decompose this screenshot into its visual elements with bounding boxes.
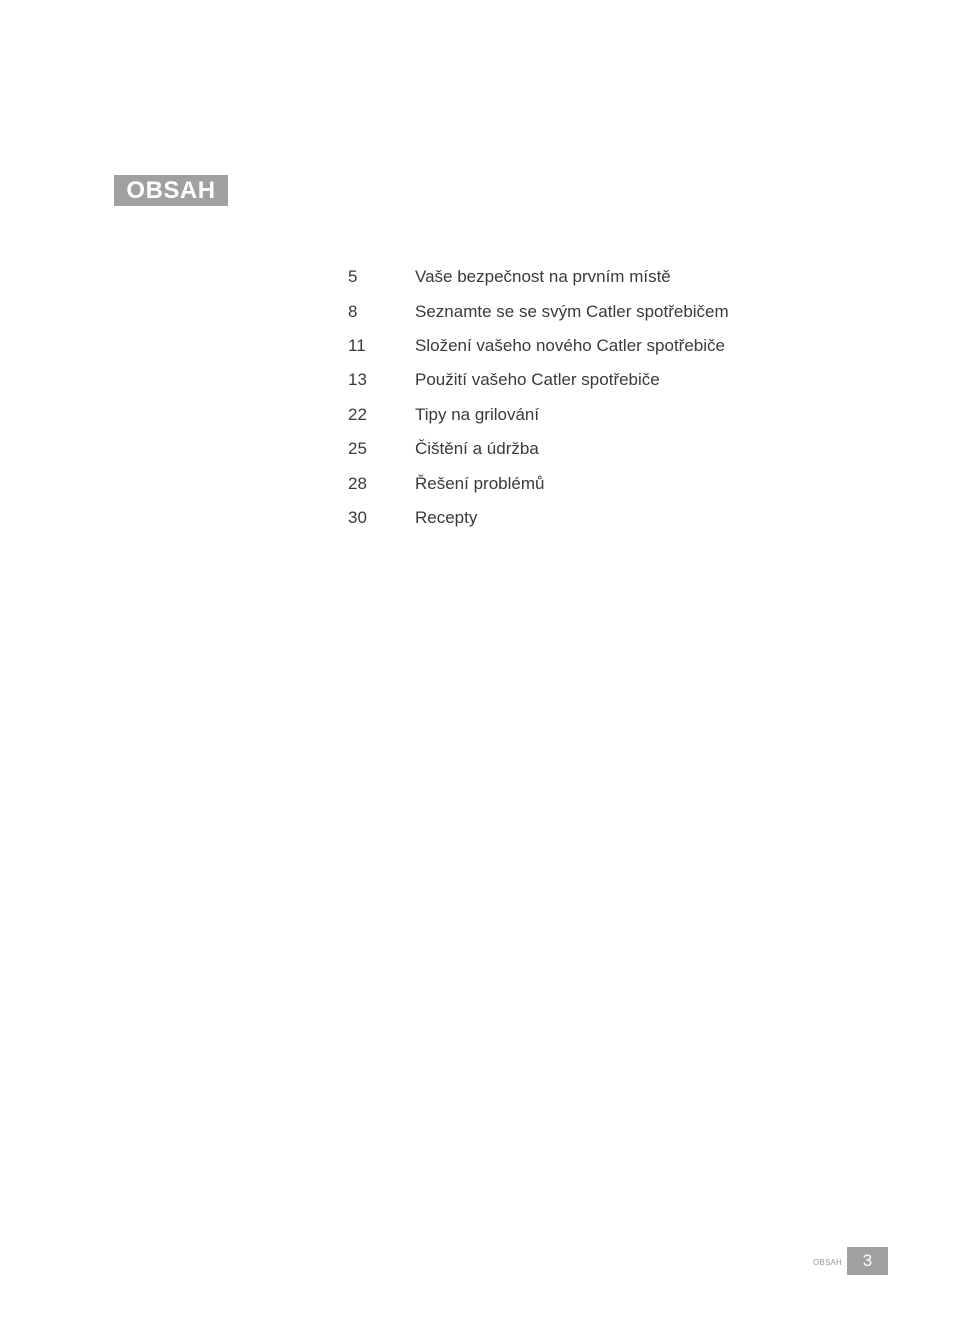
toc-title: Čištění a údržba <box>415 439 539 459</box>
table-of-contents <box>348 260 868 535</box>
toc-page-number: 30 <box>348 507 367 527</box>
toc-title: Vaše bezpečnost na prvním místě <box>415 267 671 287</box>
toc-title: Tipy na grilování <box>415 404 540 424</box>
toc-page-number: 5 <box>348 267 358 287</box>
toc-title: Složení vašeho nového Catler spotřebiče <box>415 335 725 355</box>
toc-entry[interactable] <box>348 363 868 397</box>
toc-entry[interactable] <box>348 329 868 363</box>
toc-entry[interactable] <box>348 398 868 432</box>
toc-entry[interactable] <box>348 432 868 466</box>
toc-entry[interactable] <box>348 260 868 294</box>
toc-entry[interactable] <box>348 294 868 328</box>
toc-entry[interactable] <box>348 466 868 500</box>
footer-page-number: 3 <box>847 1247 888 1275</box>
footer-section-label: OBSAH <box>812 1258 842 1267</box>
toc-title: Použití vašeho Catler spotřebiče <box>415 370 660 390</box>
toc-title: Řešení problémů <box>415 473 545 493</box>
toc-page-number: 25 <box>348 439 367 459</box>
toc-page-number: 8 <box>348 301 358 321</box>
toc-page-number: 11 <box>348 335 366 355</box>
toc-page-number: 28 <box>348 473 367 493</box>
toc-page-number: 22 <box>348 404 367 424</box>
toc-entry[interactable] <box>348 501 868 535</box>
page-title: OBSAH <box>114 175 228 206</box>
toc-page-number: 13 <box>348 370 367 390</box>
toc-title: Recepty <box>415 507 478 527</box>
toc-title: Seznamte se se svým Catler spotřebičem <box>415 301 729 321</box>
